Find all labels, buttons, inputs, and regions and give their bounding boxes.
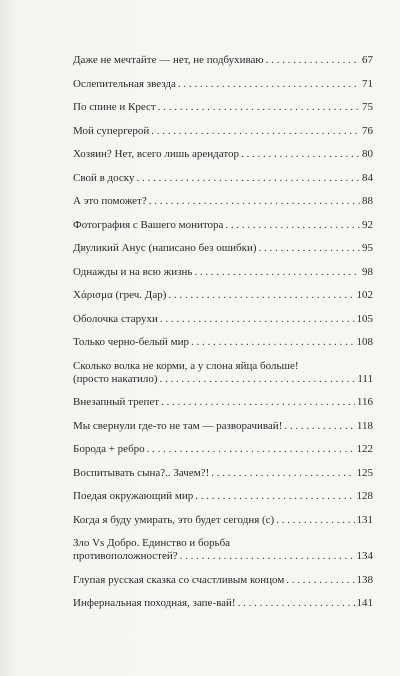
toc-entry-page: 84: [362, 171, 373, 184]
toc-entry-page: 76: [362, 124, 373, 137]
toc-entry: [73, 360, 373, 386]
toc-entry-page: 122: [356, 443, 373, 455]
toc-entry-title: (просто накатило): [73, 372, 158, 385]
toc-entry-title: Борода + ребро: [73, 443, 145, 455]
toc-entry-title: Даже не мечтайте — нет, не подбухиваю: [73, 54, 264, 66]
toc-entry-title: Ослепительная звезда: [73, 77, 176, 90]
toc-entry-page: 95: [362, 242, 373, 254]
toc-entry-page: 138: [356, 573, 373, 586]
toc-entry: [73, 420, 373, 433]
toc-entry: [73, 101, 373, 114]
toc-entry-page: 125: [356, 466, 373, 479]
toc-entry-title: Глупая русская сказка со счастливым концом: [73, 573, 285, 586]
toc-entry-title: Двуликий Анус (написано без ошибки): [73, 242, 257, 254]
toc-entry-page: 102: [356, 289, 373, 301]
toc-entry: [73, 313, 373, 326]
toc-entry-page: 92: [362, 218, 373, 231]
toc-entry: [73, 54, 373, 67]
toc-entry-title: Инфернальная походная, запе-вай!: [73, 597, 236, 609]
toc-entry-title: Внезапный трепет: [73, 396, 160, 408]
toc-entry-title: А это поможет?: [73, 195, 147, 207]
toc-entry-title: По спине и Крест: [73, 101, 156, 113]
toc-entry-title: Мой супергерой: [73, 124, 150, 137]
toc-entry-title: Фотография с Вашего монитора: [73, 218, 224, 231]
toc-entry-page: 141: [356, 597, 373, 609]
toc-entry-title: Оболочка старухи: [73, 312, 158, 325]
toc-entry-page: 134: [356, 550, 373, 562]
toc-entry: [73, 172, 373, 185]
toc-entry-title: Однажды и на всю жизнь: [73, 265, 193, 278]
toc-entry-page: 131: [356, 513, 373, 526]
toc-entry-page: 88: [362, 195, 373, 207]
toc-entry-page: 116: [356, 396, 373, 408]
toc-entry-title: Мы свернули где-то не там — разворачивай!: [73, 419, 283, 432]
table-of-contents: [73, 54, 373, 621]
toc-entry-page: 108: [356, 336, 373, 348]
toc-entry: [73, 78, 373, 91]
toc-entry-title-line1: Зло Vs Добро. Единство и борьба: [73, 537, 231, 549]
toc-entry: [73, 242, 373, 255]
toc-entry-title: Когда я буду умирать, это будет сегодня (с): [73, 513, 275, 526]
toc-entry: [73, 396, 373, 409]
toc-entry: [73, 125, 373, 138]
toc-entry: [73, 574, 373, 587]
toc-entry-page: 128: [356, 490, 373, 502]
toc-entry-title: Только черно-белый мир: [73, 336, 189, 348]
toc-entry-page: 80: [362, 148, 373, 160]
toc-entry-page: 71: [362, 77, 373, 90]
toc-entry: [73, 537, 373, 563]
toc-entry-title: Хозяин? Нет, всего лишь арендатор: [73, 148, 240, 160]
toc-entry-page: 98: [362, 265, 373, 278]
toc-entry: [73, 266, 373, 279]
toc-entry: [73, 443, 373, 456]
toc-entry: [73, 514, 373, 527]
toc-entry: [73, 597, 373, 610]
toc-entry-title: Воспитывать сына?.. Зачем?!: [73, 466, 210, 479]
toc-entry-page: 67: [362, 54, 373, 66]
toc-entry: [73, 195, 373, 208]
toc-entry-title: Поедая окружающий мир: [73, 490, 194, 502]
toc-entry-page: 105: [356, 312, 373, 325]
toc-entry: [73, 467, 373, 480]
toc-entry: [73, 289, 373, 302]
toc-entry-title: противоположностей?: [73, 550, 178, 562]
toc-entry: [73, 148, 373, 161]
toc-entry-page: 118: [356, 419, 373, 432]
toc-entry: [73, 219, 373, 232]
toc-entry-title: Свой в доску: [73, 171, 135, 184]
toc-entry-title-line1: Сколько волка не корми, а у слона яйца больше!: [73, 359, 299, 372]
toc-entry-page: 111: [357, 372, 373, 385]
toc-entry-page: 75: [362, 101, 373, 113]
toc-entry: [73, 336, 373, 349]
toc-entry: [73, 490, 373, 503]
toc-entry-title: Χάρισμα (греч. Дар): [73, 289, 167, 301]
